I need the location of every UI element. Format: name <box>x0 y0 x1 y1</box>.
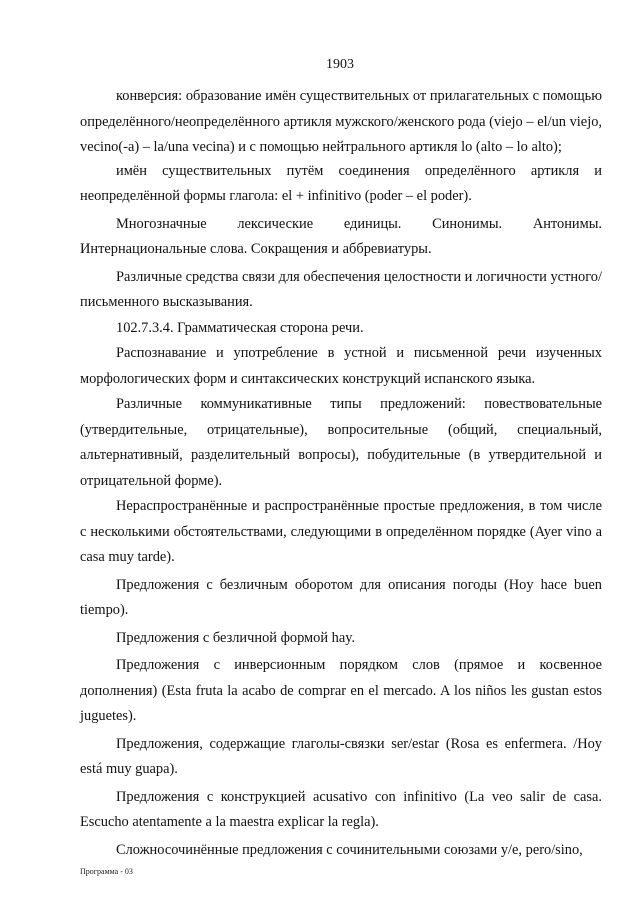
paragraph-impersonal-hay: Предложения с безличной формой hay. <box>116 629 356 646</box>
paragraph-inversion: Предложения с инверсионным порядком слов (прямое и косвенное дополнения) (Esta fruta la acabo de comprar en el mercado. A los niños les gustan estos juguetes). <box>80 657 602 724</box>
paragraph-acusativo-infinitivo: Предложения с конструкцией acusativo con infinitivo (La veo salir de casa. Escucho atentamente a la maestra explicar la regla). <box>80 788 602 830</box>
document-body <box>80 84 602 863</box>
page-number: 1903 <box>326 57 354 72</box>
paragraph-sentence-types: Различные коммуникативные типы предложений: повествовательные (утвердительные, отрицательные), вопросительные (общий, специальный, альтернативный, разделительный вопросы), побудительные (в утвердительной и отрицательной форме). <box>80 396 602 489</box>
footer-program-label: Программа - 03 <box>80 867 133 876</box>
section-heading-grammar: 102.7.3.4. Грамматическая сторона речи. <box>116 319 364 336</box>
paragraph-lexical-units: Многозначные лексические единицы. Синонимы. Антонимы. Интернациональные слова. Сокращения и аббревиатуры. <box>80 215 602 257</box>
paragraph-cohesion-means: Различные средства связи для обеспечения целостности и логичности устного/письменного высказывания. <box>80 268 602 310</box>
paragraph-simple-sentences: Нераспространённые и распространённые простые предложения, в том числе с несколькими обстоятельствами, следующими в определённом порядке (Ayer vino a casa muy tarde). <box>80 498 602 565</box>
paragraph-compound-sentences: Сложносочинённые предложения с сочинительными союзами y/e, pero/sino, <box>116 841 583 858</box>
paragraph-linking-verbs: Предложения, содержащие глаголы-связки ser/estar (Rosa es enfermera. /Hoy está muy guapa). <box>80 735 602 777</box>
paragraph-conversion: конверсия: образование имён существительных от прилагательных с помощью определённого/неопределённого артикля мужского/женского рода (viejo – el/un viejo, vecino(-a) – la/una vecina) и с помощью нейтрального артикля lo (alto – lo alto); <box>80 88 602 155</box>
paragraph-impersonal-weather: Предложения с безличным оборотом для описания погоды (Hoy hace buen tiempo). <box>80 576 602 618</box>
paragraph-noun-formation: имён существительных путём соединения определённого артикля и неопределённой формы глагола: el + infinitivo (poder – el poder). <box>80 162 602 204</box>
paragraph-recognition: Распознавание и употребление в устной и письменной речи изученных морфологических форм и синтаксических конструкций испанского языка. <box>80 345 602 387</box>
